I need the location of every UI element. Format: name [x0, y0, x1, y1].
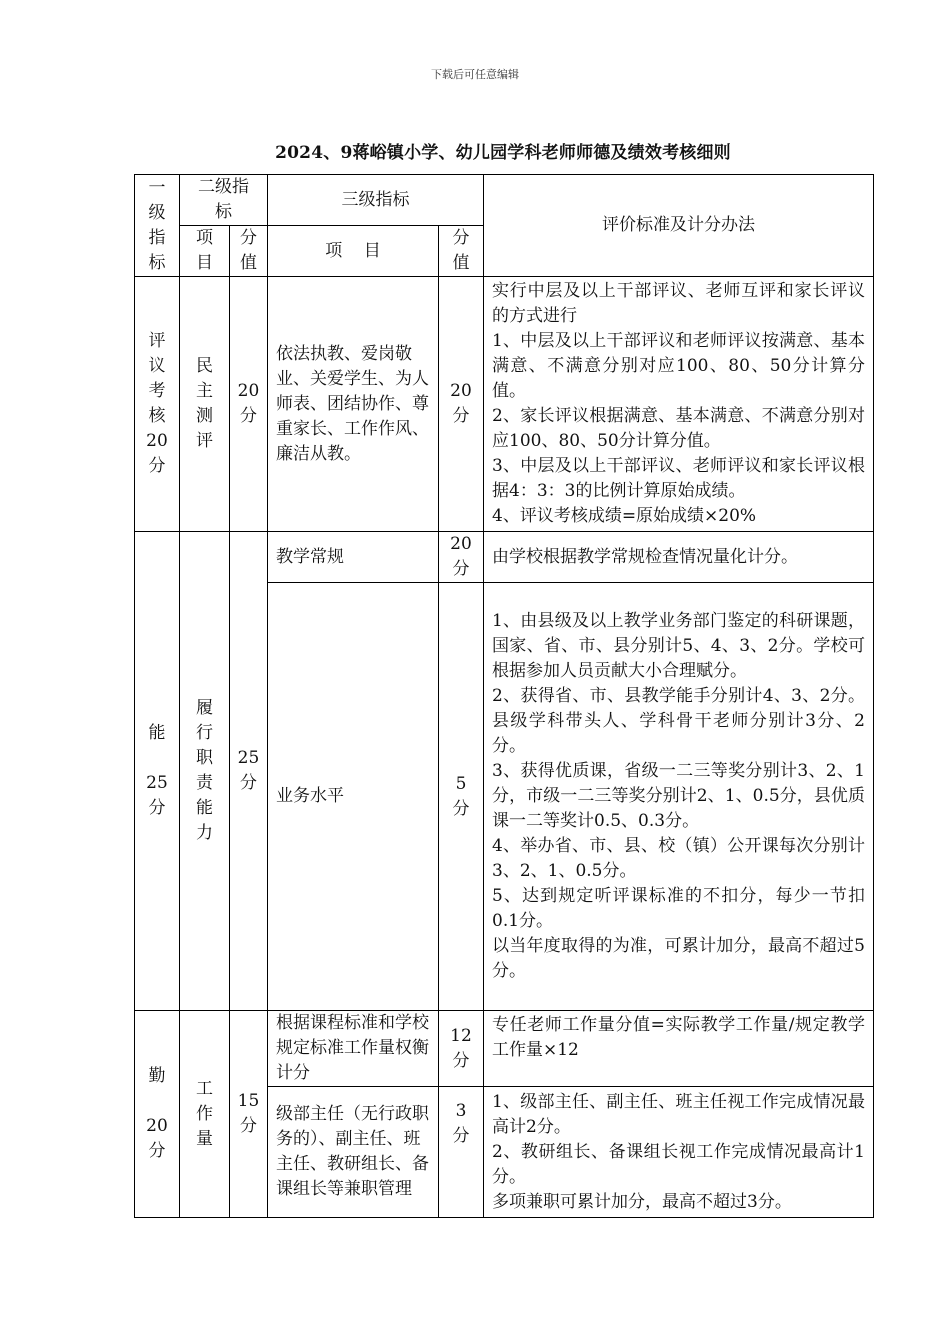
level3-item-professional-level: 业务水平 — [268, 583, 439, 1011]
standard-professional-level: 1、由县级及以上教学业务部门鉴定的科研课题，国家、省、市、县分别计5、4、3、2分。学校可根据参加人员贡献大小合理赋分。 2、获得省、市、县教学能手分别计4、3、2分。县级学科带头人、学科骨干老师分别计3分、2分。 3、获得优质课，省级一二三等奖分别计3、2、1分，市级一二三等奖分别计2、1、0.5分，县优质课一二等奖计0.5、0.3分。 4、举办省、市、县、校（镇）公开课每次分别计3、2、1、0.5分。 5、达到规定听评课标准的不扣分，每少一节扣0.1分。 以当年度取得的为准，可累计加分，最高不超过5分。 — [484, 583, 874, 1011]
header-level2: 二级指标 — [180, 175, 268, 226]
level3-item-part-time-management: 级部主任（无行政职务的）、副主任、班主任、教研组长、备课组长等兼职管理 — [268, 1087, 439, 1218]
level2-score-pingyi: 20 分 — [230, 277, 268, 532]
table-row — [135, 532, 874, 583]
header-level2-score: 分 值 — [230, 226, 268, 277]
level2-item-qin: 工 作 量 — [180, 1011, 230, 1218]
header-level3: 三级指标 — [268, 175, 484, 226]
table-row — [135, 277, 874, 532]
header-level2-item: 项 目 — [180, 226, 230, 277]
level1-neng: 能 25 分 — [135, 532, 180, 1011]
header-level3-item: 项 目 — [268, 226, 439, 277]
standard-part-time-management: 1、级部主任、副主任、班主任视工作完成情况最高计2分。 2、教研组长、备课组长视工作完成情况最高计1分。 多项兼职可累计加分，最高不超过3分。 — [484, 1087, 874, 1218]
level3-score-pingyi: 20 分 — [439, 277, 484, 532]
level2-item-neng: 履 行 职 责 能 力 — [180, 532, 230, 1011]
header-note: 下载后可任意编辑 — [431, 68, 519, 81]
level2-score-neng: 25 分 — [230, 532, 268, 1011]
level3-score-professional-level: 5 分 — [439, 583, 484, 1011]
level3-item-workload: 根据课程标准和学校规定标准工作量权衡计分 — [268, 1011, 439, 1087]
document-title: 2024、9蒋峪镇小学、幼儿园学科老师师德及绩效考核细则 — [275, 143, 731, 163]
level1-qin: 勤 20 分 — [135, 1011, 180, 1218]
header-level3-score: 分 值 — [439, 226, 484, 277]
level2-item-pingyi: 民 主 测 评 — [180, 277, 230, 532]
level3-score-workload: 12 分 — [439, 1011, 484, 1087]
header-standard: 评价标准及计分办法 — [484, 175, 874, 277]
level1-pingyi: 评 议 考 核 20 分 — [135, 277, 180, 532]
level2-score-qin: 15 分 — [230, 1011, 268, 1218]
level3-score-teaching-routine: 20 分 — [439, 532, 484, 583]
standard-pingyi: 实行中层及以上干部评议、老师互评和家长评议的方式进行 1、中层及以上干部评议和老师评议按满意、基本满意、不满意分别对应100、80、50分计算分值。 2、家长评议根据满意、基本满意、不满意分别对应100、80、50分计算分值。 3、中层及以上干部评议、老师评议和家长评议根据4：3：3的比例计算原始成绩。 4、评议考核成绩=原始成绩×20% — [484, 277, 874, 532]
standard-teaching-routine: 由学校根据教学常规检查情况量化计分。 — [484, 532, 874, 583]
header-level1: 一 级 指 标 — [135, 175, 180, 277]
level3-item-teaching-routine: 教学常规 — [268, 532, 439, 583]
level3-item-pingyi: 依法执教、爱岗敬业、关爱学生、为人师表、团结协作、尊重家长、工作作风、廉洁从教。 — [268, 277, 439, 532]
table-row — [135, 1011, 874, 1087]
assessment-table — [134, 174, 874, 1218]
level3-score-part-time-management: 3 分 — [439, 1087, 484, 1218]
standard-workload: 专任老师工作量分值=实际教学工作量/规定教学工作量×12 — [484, 1011, 874, 1087]
